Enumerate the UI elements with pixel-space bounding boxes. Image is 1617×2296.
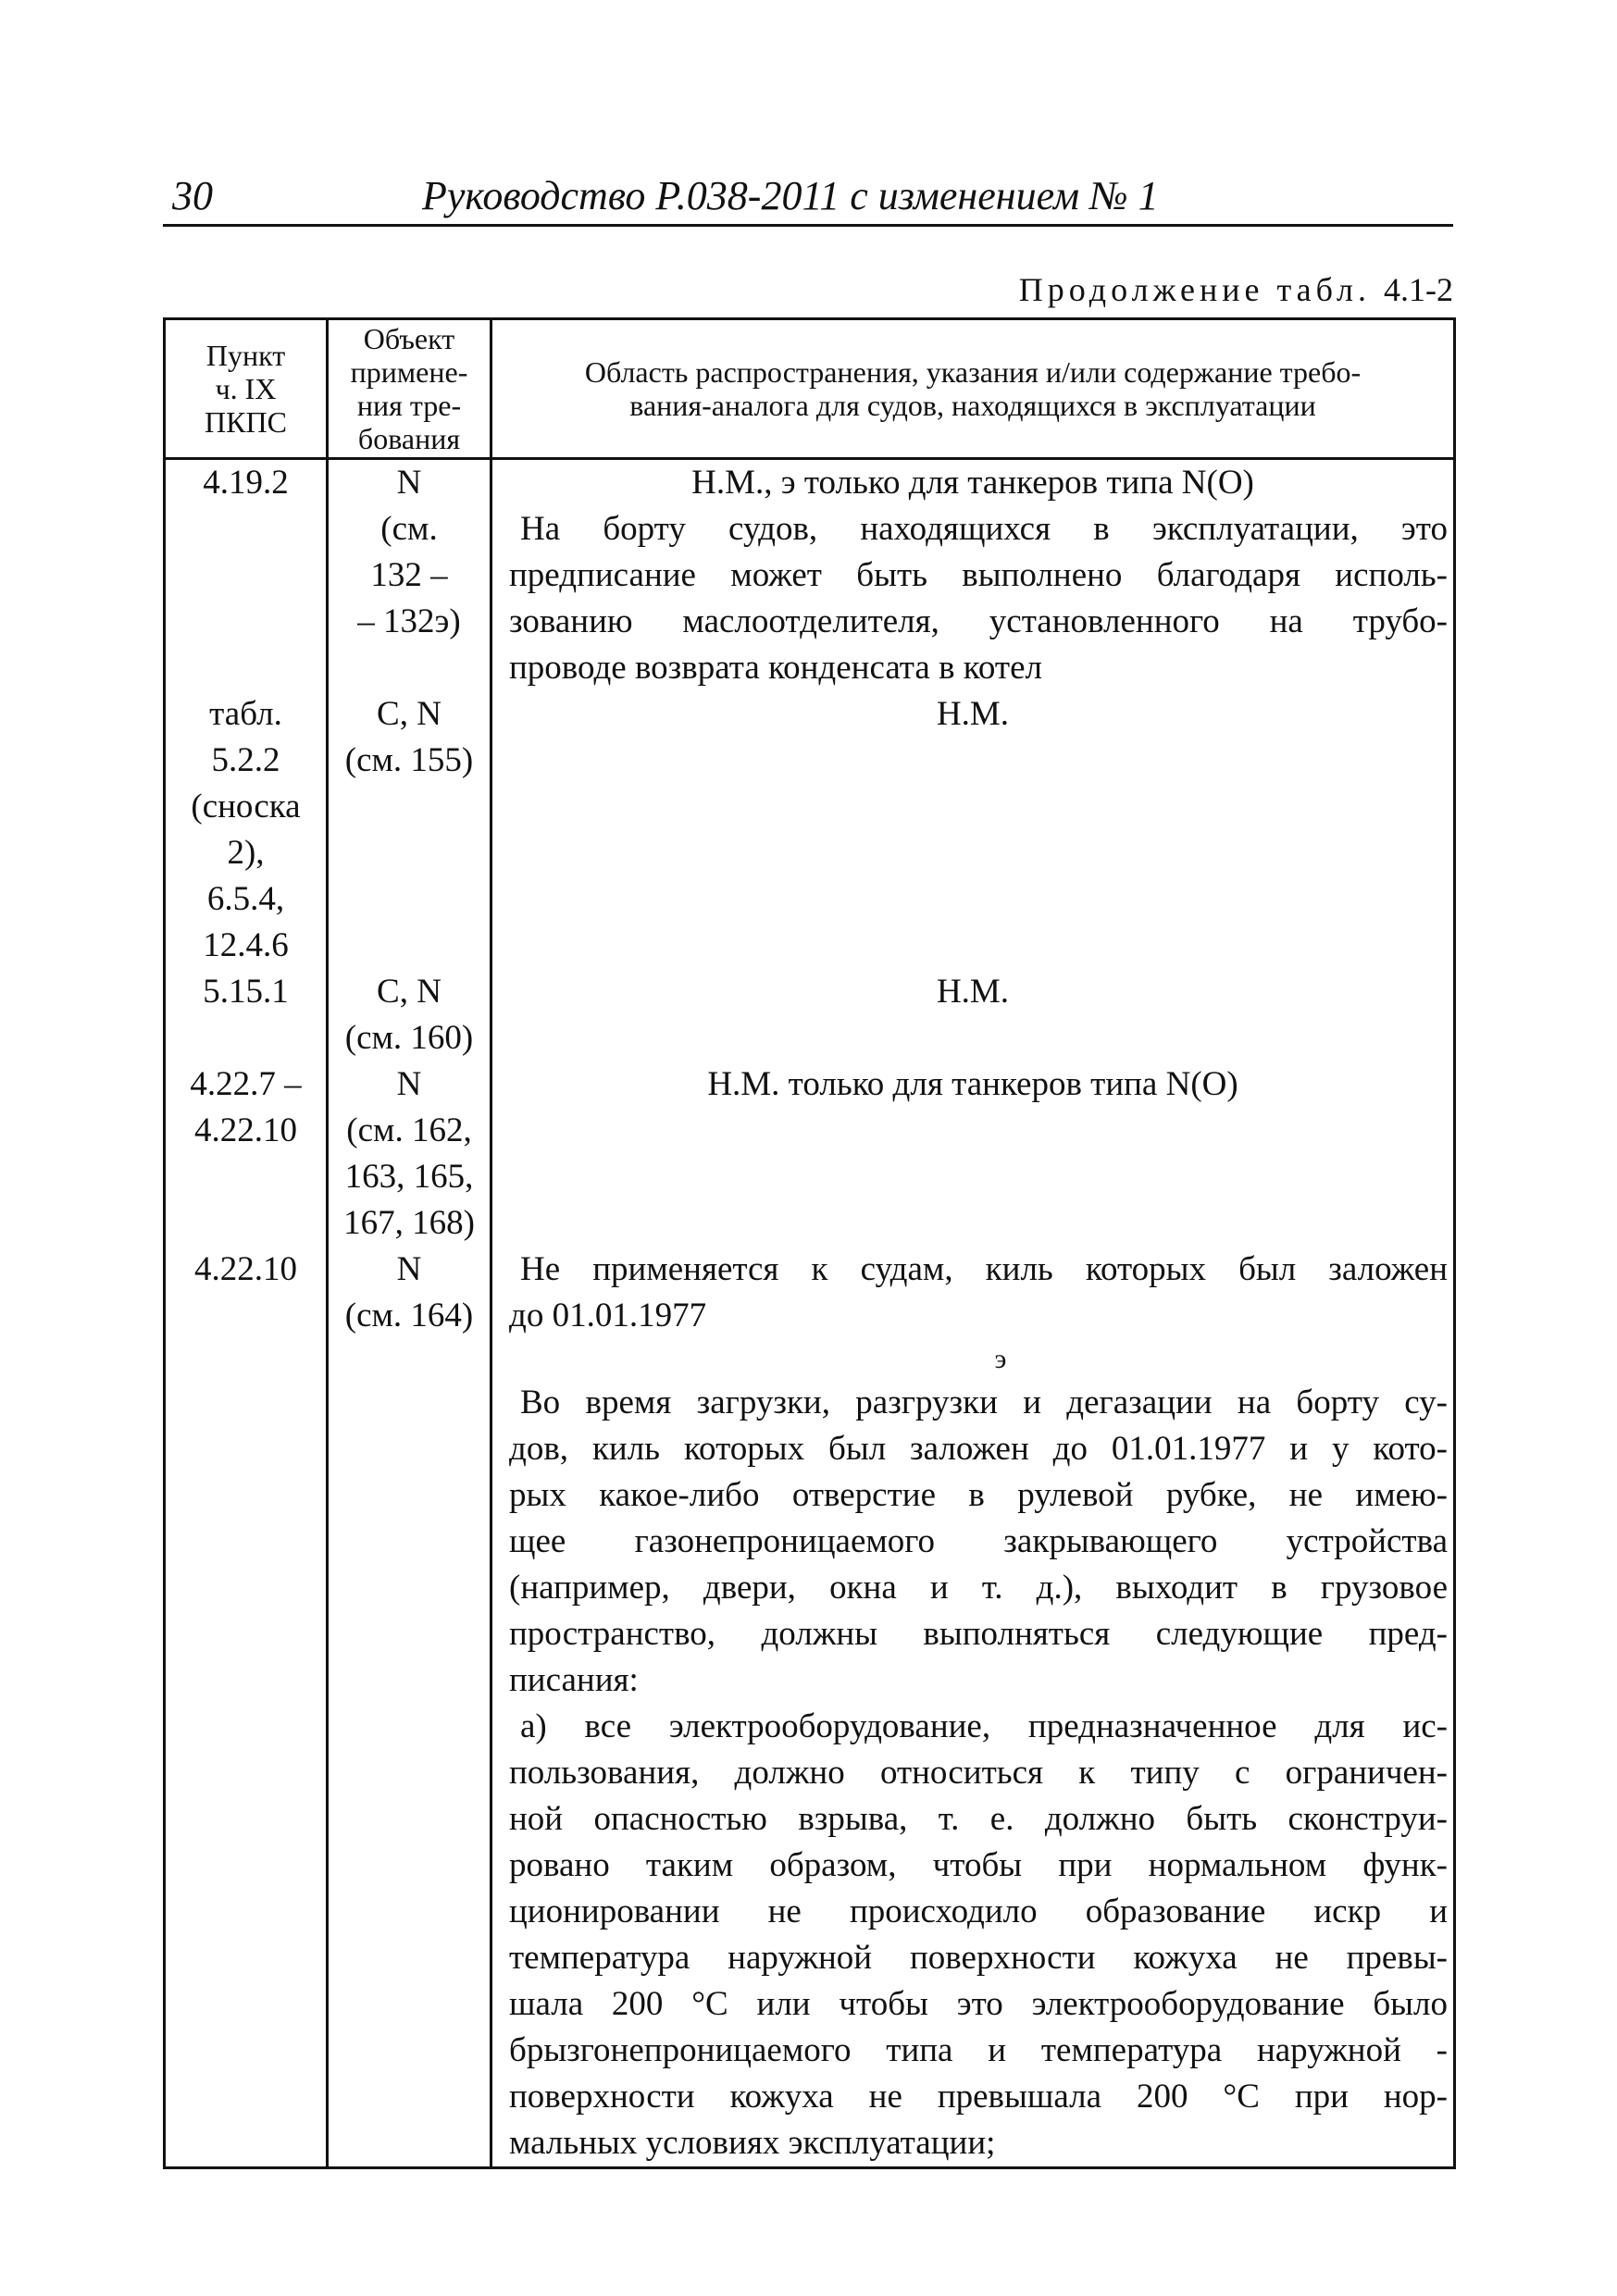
- table-row: [165, 969, 1455, 1061]
- object-line: N: [396, 1065, 422, 1103]
- paragraph-line: ционировании не происходило образование искр и: [509, 1893, 1448, 1930]
- column-header-object: [328, 319, 491, 459]
- paragraph-line: писания:: [509, 1661, 639, 1699]
- content-cell: [491, 691, 1455, 969]
- item-line: 6.5.4,: [206, 880, 285, 918]
- paragraph-line: рых какое-либо отверстие в рулевой рубке, не имею-: [509, 1476, 1448, 1514]
- content-mark: э: [994, 1344, 1007, 1374]
- content-centered-text: Н.М.: [936, 695, 1010, 733]
- object-line: (см.: [380, 510, 438, 548]
- column-header-line: ПКПС: [205, 405, 287, 439]
- content-cell: [491, 1061, 1455, 1247]
- object-line: (см. 162,: [346, 1111, 472, 1149]
- content-centered-text: Н.М.: [936, 973, 1010, 1011]
- paragraph-line: Не применяется к судам, киль которых был заложен: [520, 1250, 1448, 1288]
- content-centered-text: Н.М., э только для танкеров типа N(O): [691, 464, 1254, 502]
- paragraph-line: Во время загрузки, разгрузки и дегазации на борту су-: [520, 1384, 1448, 1421]
- paragraph-line: ной опасностью взрыва, т. е. должно быть сконструи-: [509, 1800, 1448, 1838]
- paragraph-line: проводе возврата конденсата в котел: [509, 649, 1042, 687]
- paragraph-line: пользования, должно относиться к типу с ограничен-: [509, 1754, 1448, 1792]
- paragraph-line: предписание может быть выполнено благодаря исполь-: [509, 556, 1448, 594]
- page-header: [163, 167, 1453, 227]
- table-row: [165, 1061, 1455, 1247]
- object-line: (см. 155): [344, 741, 474, 779]
- object-cell: [328, 459, 491, 692]
- paragraph-line: (например, двери, окна и т. д.), выходит в грузовое: [509, 1569, 1448, 1607]
- object-cell: [328, 969, 491, 1061]
- content-paragraph: [498, 506, 1448, 691]
- column-header-content: [491, 319, 1455, 459]
- content-paragraph: [498, 1380, 1448, 1704]
- paragraph-line: ровано таким образом, чтобы при нормальном функ-: [509, 1846, 1448, 1884]
- object-line: 163, 165,: [344, 1158, 474, 1196]
- item-line: 4.19.2: [203, 464, 289, 502]
- object-cell: [328, 1061, 491, 1247]
- item-line: табл. 5.2.2: [209, 695, 282, 779]
- item-line: 4.22.10: [194, 1111, 297, 1149]
- content-paragraph: [498, 1704, 1448, 2166]
- paragraph-line: мальных условиях эксплуатации;: [509, 2124, 996, 2162]
- running-title: Руководство Р.038-2011 с изменением № 1: [422, 173, 1159, 218]
- content-cell: [491, 969, 1455, 1061]
- object-cell: [328, 1247, 491, 2168]
- item-cell: [165, 691, 328, 969]
- object-line: C, N: [377, 973, 442, 1011]
- content-cell: [491, 1247, 1455, 2168]
- object-line: – 132э): [357, 602, 461, 640]
- paragraph-line: шала 200 °С или чтобы это электрооборудование было: [509, 1985, 1448, 2023]
- column-header-line: бования: [357, 422, 461, 455]
- table-row: [165, 691, 1455, 969]
- paragraph-line: зованию маслоотделителя, установленного на трубо-: [509, 602, 1448, 640]
- table-caption-number: 4.1-2: [1384, 271, 1453, 308]
- column-header-line: ч. IX: [215, 372, 277, 405]
- item-cell: [165, 459, 328, 692]
- column-header-line: примене-: [350, 355, 468, 389]
- table-header-row: [165, 319, 1455, 459]
- column-header-line: Объект: [363, 322, 455, 355]
- item-cell: [165, 969, 328, 1061]
- paragraph-line: поверхности кожуха не превышала 200 °С при нор-: [509, 2078, 1448, 2116]
- object-line: 167, 168): [343, 1204, 475, 1242]
- object-line: (см. 160): [344, 1019, 474, 1057]
- requirements-table: [163, 317, 1456, 2169]
- object-line: C, N: [377, 695, 442, 733]
- table-row: [165, 459, 1455, 692]
- item-cell: [165, 1061, 328, 1247]
- content-cell: [491, 459, 1455, 692]
- item-cell: [165, 1247, 328, 2168]
- table-caption: [1019, 270, 1453, 309]
- item-line: 12.4.6: [203, 926, 289, 964]
- table-row: [165, 1247, 1455, 2168]
- paragraph-line: пространство, должны выполняться следующие пред-: [509, 1615, 1448, 1653]
- paragraph-line: до 01.01.1977: [509, 1297, 707, 1334]
- column-header-line: Область распространения, указания и/или содержание требо-: [584, 355, 1362, 389]
- object-line: (см. 164): [344, 1297, 474, 1334]
- item-line: 4.22.7 –: [190, 1065, 302, 1103]
- content-centered-text: Н.М. только для танкеров типа N(O): [707, 1065, 1238, 1103]
- column-header-line: Пункт: [205, 339, 286, 372]
- page-number: 30: [172, 173, 213, 218]
- column-header-line: ния тре-: [356, 389, 462, 422]
- item-line: 4.22.10: [194, 1250, 297, 1288]
- paragraph-line: а) все электрооборудование, предназначенное для ис-: [520, 1707, 1448, 1745]
- item-line: (сноска 2),: [191, 788, 301, 872]
- paragraph-line: щее газонепроницаемого закрывающего устройства: [509, 1522, 1448, 1560]
- table-caption-text: Продолжение табл.: [1018, 271, 1371, 308]
- object-line: N: [396, 1250, 422, 1288]
- object-line: N: [396, 464, 422, 502]
- table-body: [165, 459, 1455, 2168]
- item-line: 5.15.1: [203, 973, 289, 1011]
- paragraph-line: На борту судов, находящихся в эксплуатации, это: [520, 510, 1448, 548]
- column-header-line: вания-аналога для судов, находящихся в эксплуатации: [629, 389, 1316, 422]
- object-line: 132 –: [370, 556, 448, 594]
- column-header-item: [165, 319, 328, 459]
- content-paragraph: [498, 1247, 1448, 1339]
- paragraph-line: дов, киль которых был заложен до 01.01.1977 и у кото-: [509, 1430, 1448, 1468]
- paragraph-line: температура наружной поверхности кожуха не превы-: [509, 1939, 1448, 1977]
- paragraph-line: брызгонепроницаемого типа и температура наружной -: [509, 2031, 1448, 2069]
- object-cell: [328, 691, 491, 969]
